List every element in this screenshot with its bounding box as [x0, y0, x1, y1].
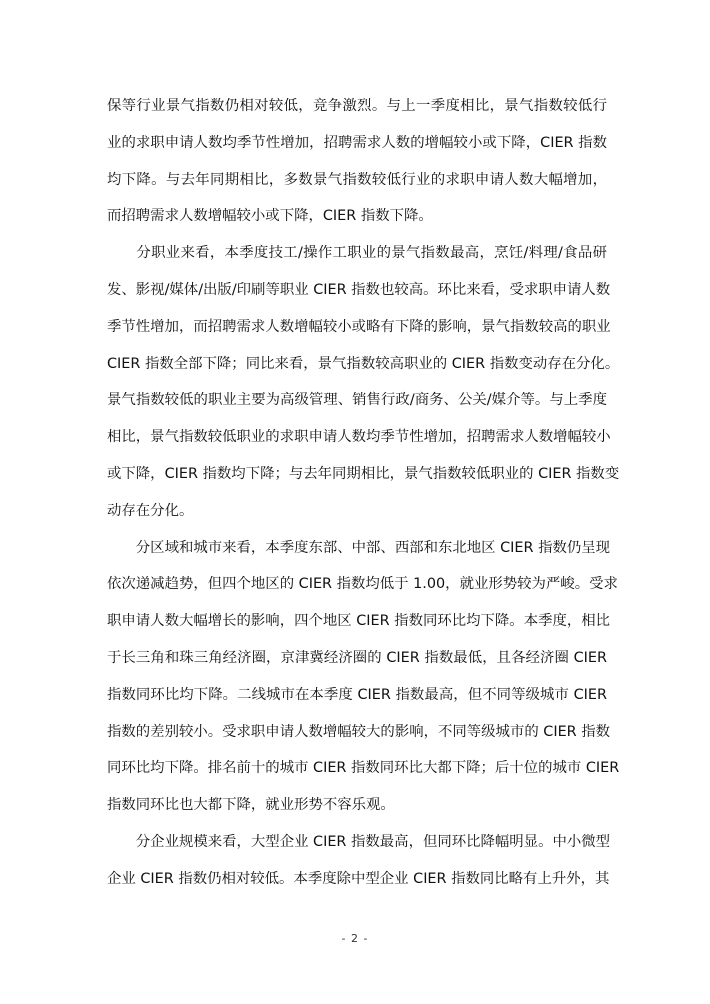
- text-line: 发、影视/媒体/出版/印刷等职业 CIER 指数也较高。环比来看，受求职申请人数: [107, 281, 611, 298]
- paragraph: [107, 824, 611, 898]
- text-line: 业的求职申请人数均季节性增加，招聘需求人数的增幅较小或下降，CIER 指数: [107, 134, 607, 151]
- text-line: CIER 指数全部下降；同比来看，景气指数较高职业的 CIER 指数变动存在分化。: [107, 355, 620, 372]
- text-line: 于长三角和珠三角经济圈，京津冀经济圈的 CIER 指数最低，且各经济圈 CIER: [107, 649, 607, 666]
- text-line: 企业 CIER 指数仍相对较低。本季度除中型企业 CIER 指数同比略有上升外，其: [107, 870, 610, 887]
- text-line: 职申请人数大幅增长的影响，四个地区 CIER 指数同环比均下降。本季度，相比: [107, 613, 611, 630]
- text-line: 景气指数较低的职业主要为高级管理、销售行政/商务、公关/媒介等。与上季度: [107, 392, 607, 409]
- text-line: 季节性增加，而招聘需求人数增幅较小或略有下降的影响，景气指数较高的职业: [107, 318, 611, 335]
- page-number: - 2 -: [341, 932, 369, 945]
- paragraph: [107, 88, 607, 235]
- text-line: 指数的差别较小。受求职申请人数增幅较大的影响，不同等级城市的 CIER 指数: [107, 723, 611, 740]
- text-line: 分职业来看，本季度技工/操作工职业的景气指数最高，烹饪/料理/食品研: [107, 245, 607, 262]
- paragraph: [107, 235, 620, 529]
- text-line: 保等行业景气指数仍相对较低，竞争激烈。与上一季度相比，景气指数较低行: [107, 98, 607, 114]
- text-line: 相比，景气指数较低职业的求职申请人数均季节性增加，招聘需求人数增幅较小: [107, 429, 611, 446]
- text-line: 而招聘需求人数增幅较小或下降，CIER 指数下降。: [107, 208, 433, 225]
- text-line: 分企业规模来看，大型企业 CIER 指数最高，但同环比降幅明显。中小微型: [107, 833, 611, 850]
- body-text: [107, 88, 620, 898]
- text-line: 依次递减趋势，但四个地区的 CIER 指数均低于 1.00，就业形势较为严峻。受求: [107, 576, 618, 593]
- paragraph: [107, 530, 620, 824]
- text-line: 指数同环比均下降。二线城市在本季度 CIER 指数最高，但不同等级城市 CIER: [107, 686, 607, 703]
- text-line: 分区域和城市来看，本季度东部、中部、西部和东北地区 CIER 指数仍呈现: [107, 539, 611, 556]
- text-line: 动存在分化。: [107, 502, 194, 519]
- text-line: 或下降，CIER 指数均下降；与去年同期相比，景气指数较低职业的 CIER 指数变: [107, 465, 620, 482]
- text-line: 指数同环比也大都下降，就业形势不容乐观。: [107, 797, 395, 814]
- text-line: 同环比均下降。排名前十的城市 CIER 指数同环比大都下降；后十位的城市 CIER: [107, 760, 620, 777]
- text-line: 均下降。与去年同期相比，多数景气指数较低行业的求职申请人数大幅增加，: [107, 171, 607, 188]
